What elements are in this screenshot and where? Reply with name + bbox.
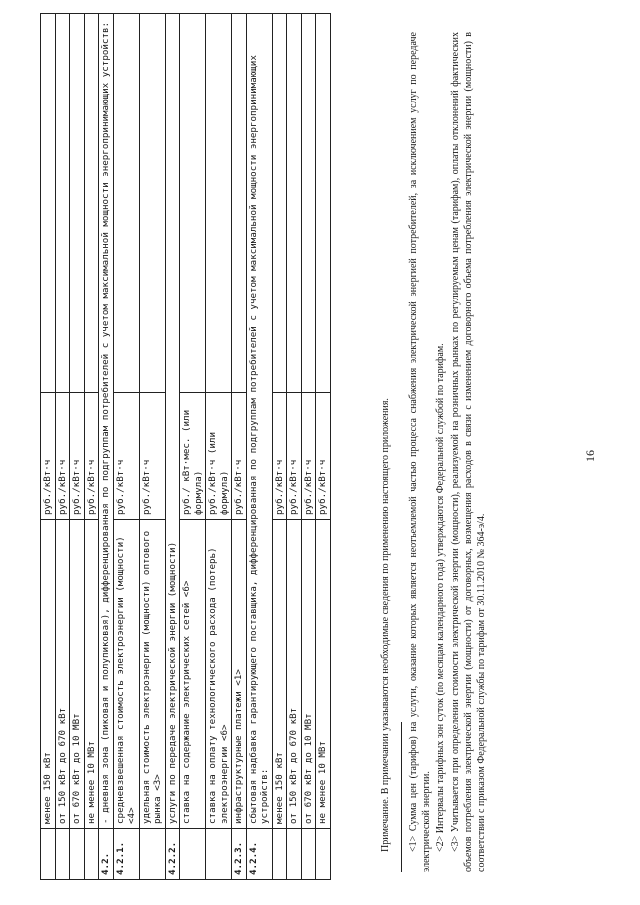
table-row	[139, 14, 165, 880]
table-row	[55, 14, 70, 880]
indicator-name-cell: менее 150 кВт	[41, 520, 56, 829]
footnote-3: <3> Учитывается при определении стоимости электрической энергии (мощности), реализуемой на розничных рынках по регулируемым ценам (тарифам), оплаты отклонений фактических объемов потребления электрической энергии (мощности) от договорных, возмещения расходов в связи с изменением договорного объема потребления электрической энергии (мощности) в соответствии с приказом Федеральной службы по тарифам от 30.11.2010 № 364-э/4.	[450, 32, 487, 872]
table-row	[316, 14, 331, 880]
section-heading-cell: услуги по передаче электрической энергии (мощности)	[165, 14, 180, 829]
value-cell	[287, 14, 302, 393]
value-cell	[84, 14, 99, 393]
unit-cell: руб./кВт·ч	[41, 393, 56, 520]
indicator-name-cell: от 150 кВт до 670 кВт	[287, 520, 302, 829]
row-number-cell: 4.2.2.	[165, 829, 180, 880]
unit-cell: руб./кВт·ч	[287, 393, 302, 520]
row-number-cell: 4.2.4.	[246, 829, 272, 880]
row-number-cell	[316, 829, 331, 880]
unit-cell: руб./кВт·ч	[55, 393, 70, 520]
table-row	[206, 14, 232, 880]
unit-cell: руб./кВт·ч (или формула)	[206, 393, 232, 520]
table-row	[99, 14, 114, 880]
row-number-cell	[70, 829, 85, 880]
table-row	[70, 14, 85, 880]
row-number-cell: 4.2.	[99, 829, 114, 880]
row-number-cell	[206, 829, 232, 880]
value-cell	[55, 14, 70, 393]
unit-cell: руб./кВт·ч	[316, 393, 331, 520]
table-row	[232, 14, 247, 880]
value-cell	[180, 14, 206, 393]
indicator-name-cell: удельная стоимость электроэнергии (мощности) оптового рынка <3>	[139, 520, 165, 829]
table-row	[246, 14, 272, 880]
row-number-cell	[301, 829, 316, 880]
table-row	[165, 14, 180, 880]
page-number: 16	[583, 450, 597, 462]
table-row	[41, 14, 56, 880]
footnote-2: <2> Интервалы тарифных зон суток (по месяцам календарного года) утверждаются Федеральной службой по тарифам.	[435, 343, 447, 852]
table-row	[84, 14, 99, 880]
unit-cell: руб./ кВт·мес. (или формула)	[180, 393, 206, 520]
unit-cell: руб./кВт·ч	[272, 393, 287, 520]
row-number-cell	[287, 829, 302, 880]
indicator-name-cell: от 670 кВт до 10 МВт	[70, 520, 85, 829]
value-cell	[41, 14, 56, 393]
row-number-cell	[41, 829, 56, 880]
notes-section	[380, 32, 491, 872]
indicator-name-cell: инфраструктурные платежи <1>	[232, 520, 247, 829]
indicator-name-cell: средневзвешенная стоимость электроэнергии (мощности) <4>	[113, 520, 139, 829]
footnote-1: <1> Сумма цен (тарифов) на услуги, оказание которых является неотъемлемой частью процесса снабжения электрической энергией потребителей, за исключением услуг по передаче электрической энергии.	[407, 32, 432, 872]
tariff-table	[40, 13, 331, 880]
indicator-name-cell: не менее 10 МВт	[316, 520, 331, 829]
row-number-cell	[180, 829, 206, 880]
indicator-name-cell: ставка на оплату технологического расхода (потерь) электроэнергии <6>	[206, 520, 232, 829]
row-number-cell	[55, 829, 70, 880]
indicator-name-cell: менее 150 кВт	[272, 520, 287, 829]
table-row	[180, 14, 206, 880]
indicator-name-cell: ставка на содержание электрических сетей <6>	[180, 520, 206, 829]
unit-cell: руб./кВт·ч	[139, 393, 165, 520]
row-number-cell: 4.2.3.	[232, 829, 247, 880]
unit-cell: руб./кВт·ч	[232, 393, 247, 520]
row-number-cell	[139, 829, 165, 880]
unit-cell: руб./кВт·ч	[84, 393, 99, 520]
indicator-name-cell: не менее 10 МВт	[84, 520, 99, 829]
value-cell	[316, 14, 331, 393]
section-heading-cell: сбытовая надбавка гарантирующего поставщика, дифференцированная по подгруппам потребителей с учетом максимальной мощности энергопринимающих устройств:	[246, 14, 272, 829]
value-cell	[232, 14, 247, 393]
table-row	[287, 14, 302, 880]
value-cell	[272, 14, 287, 393]
unit-cell: руб./кВт·ч	[301, 393, 316, 520]
value-cell	[301, 14, 316, 393]
footnote-divider	[401, 722, 402, 872]
indicator-name-cell: от 670 кВт до 10 МВт	[301, 520, 316, 829]
value-cell	[113, 14, 139, 393]
value-cell	[70, 14, 85, 393]
row-number-cell	[84, 829, 99, 880]
table-row	[272, 14, 287, 880]
table-row	[113, 14, 139, 880]
indicator-name-cell: от 150 кВт до 670 кВт	[55, 520, 70, 829]
table-row	[301, 14, 316, 880]
notes-title: Примечание. В примечании указываются необходимые сведения по применению настоящего приложения.	[380, 398, 391, 852]
section-heading-cell: - дневная зона (пиковая и полупиковая), дифференцированная по подгруппам потребителей с учетом максимальной мощности энергопринимающих устройств:	[99, 14, 114, 829]
rotated-page	[10, 12, 630, 892]
value-cell	[139, 14, 165, 393]
unit-cell: руб./кВт·ч	[70, 393, 85, 520]
value-cell	[206, 14, 232, 393]
row-number-cell: 4.2.1.	[113, 829, 139, 880]
row-number-cell	[272, 829, 287, 880]
unit-cell: руб./кВт·ч	[113, 393, 139, 520]
